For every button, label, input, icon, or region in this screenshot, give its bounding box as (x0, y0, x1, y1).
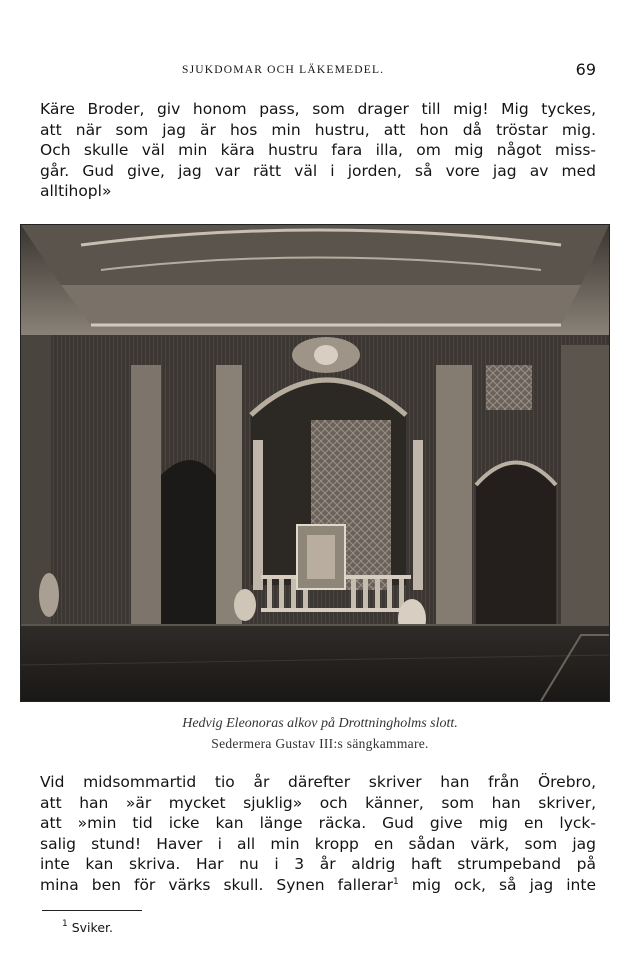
text-line: går. Gud give, jag var rätt väl i jorden, så vore jag av med (40, 161, 596, 180)
text-line: salig stund! Haver i all min kropp en sådan värk, som jag (40, 834, 596, 853)
page-number: 69 (575, 60, 596, 79)
figure-caption-title: Hedvig Eleonoras alkov på Drottningholms slott. (182, 716, 458, 731)
text-line: att när som jag är hos min hustru, att hon då tröstar mig. (40, 120, 596, 139)
footnote-mark: 1 (62, 919, 68, 929)
footnote-reference: 1 (393, 876, 399, 887)
footnote (62, 920, 113, 935)
alcove-photograph (20, 224, 610, 702)
page-header (40, 62, 600, 84)
text-segment: mina ben för värks skull. Synen fallerar (40, 875, 393, 894)
paragraph-1 (40, 99, 596, 202)
text-line: inte kan skriva. Har nu i 3 år aldrig haft strumpeband på (40, 855, 596, 873)
text-line: Och skulle väl min kära hustru fara illa, om mig något miss- (40, 141, 596, 159)
paragraph-2 (40, 772, 596, 895)
figure-caption-subtitle: Sedermera Gustav III:s sängkammare. (211, 736, 429, 751)
text-line-with-footnote (40, 875, 596, 896)
text-line: alltihopl» (40, 182, 112, 200)
footnote-divider (42, 910, 142, 911)
text-line: Käre Broder, giv honom pass, som drager till mig! Mig tyckes, (40, 100, 596, 118)
running-head: SJUKDOMAR OCH LÄKEMEDEL. (182, 64, 385, 76)
text-line: att han »är mycket sjuklig» och känner, som han skriver, (40, 793, 596, 812)
text-line: Vid midsommartid tio år därefter skriver han från Örebro, (40, 773, 596, 791)
text-segment: mig ock, så jag inte (398, 875, 596, 894)
text-line: att »min tid icke kan länge räcka. Gud give mig en lyck- (40, 814, 596, 832)
footnote-text: Sviker. (71, 920, 113, 935)
